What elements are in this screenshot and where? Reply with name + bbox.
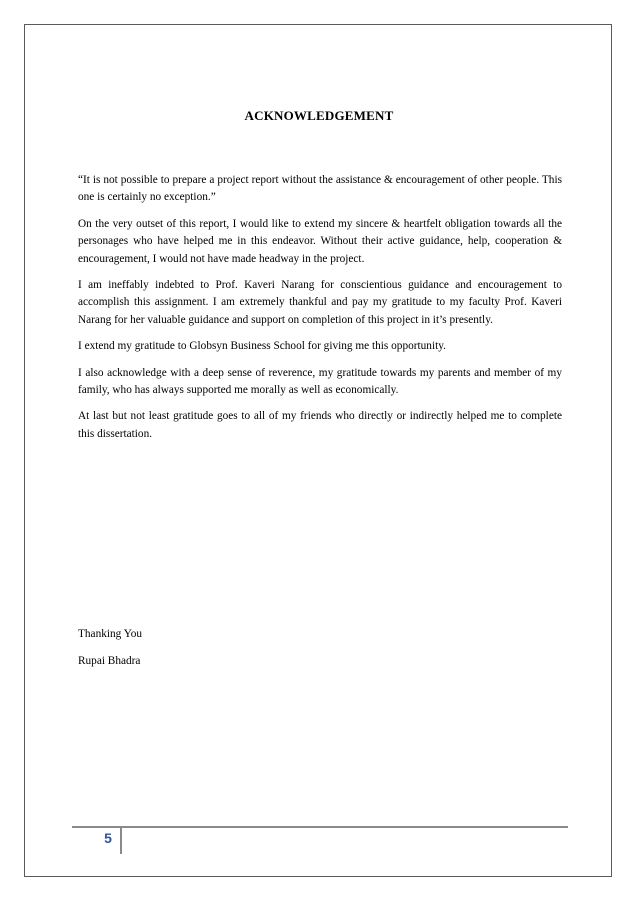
paragraph-professor: I am ineffably indebted to Prof. Kaveri Narang for conscientious guidance and encouragement to accomplish this assignment. I am extremely thankful and pay my gratitude to my faculty Prof. Kaveri Narang for her valuable guidance and support on completion of this project in it’s presently. xyxy=(78,279,562,326)
author-name: Rupai Bhadra xyxy=(78,655,141,667)
page-number: 5 xyxy=(104,830,112,846)
paragraph-quote: “It is not possible to prepare a project report without the assistance & encouragement of other people. This one is certainly no exception.” xyxy=(78,174,562,204)
closing-block xyxy=(78,626,142,680)
document-title: ACKNOWLEDGEMENT xyxy=(244,108,394,123)
document-body xyxy=(78,172,562,452)
closing-text: Thanking You xyxy=(78,628,143,640)
page-number-divider xyxy=(120,828,122,854)
paragraph-friends: At last but not least gratitude goes to all of my friends who directly or indirectly helped me to complete this dissertation. xyxy=(78,410,562,440)
paragraph-obligation: On the very outset of this report, I would like to extend my sincere & heartfelt obligation towards all the personages who have helped me in this endeavor. Without their active guidance, help, cooperation & encouragement, I would not have made headway in the project. xyxy=(78,217,562,265)
paragraph-school: I extend my gratitude to Globsyn Business School for giving me this opportunity. xyxy=(78,340,446,353)
paragraph-family: I also acknowledge with a deep sense of reverence, my gratitude towards my parents and member of my family, who has always supported me morally as well as economically. xyxy=(78,366,562,397)
footer-rule xyxy=(72,826,568,828)
